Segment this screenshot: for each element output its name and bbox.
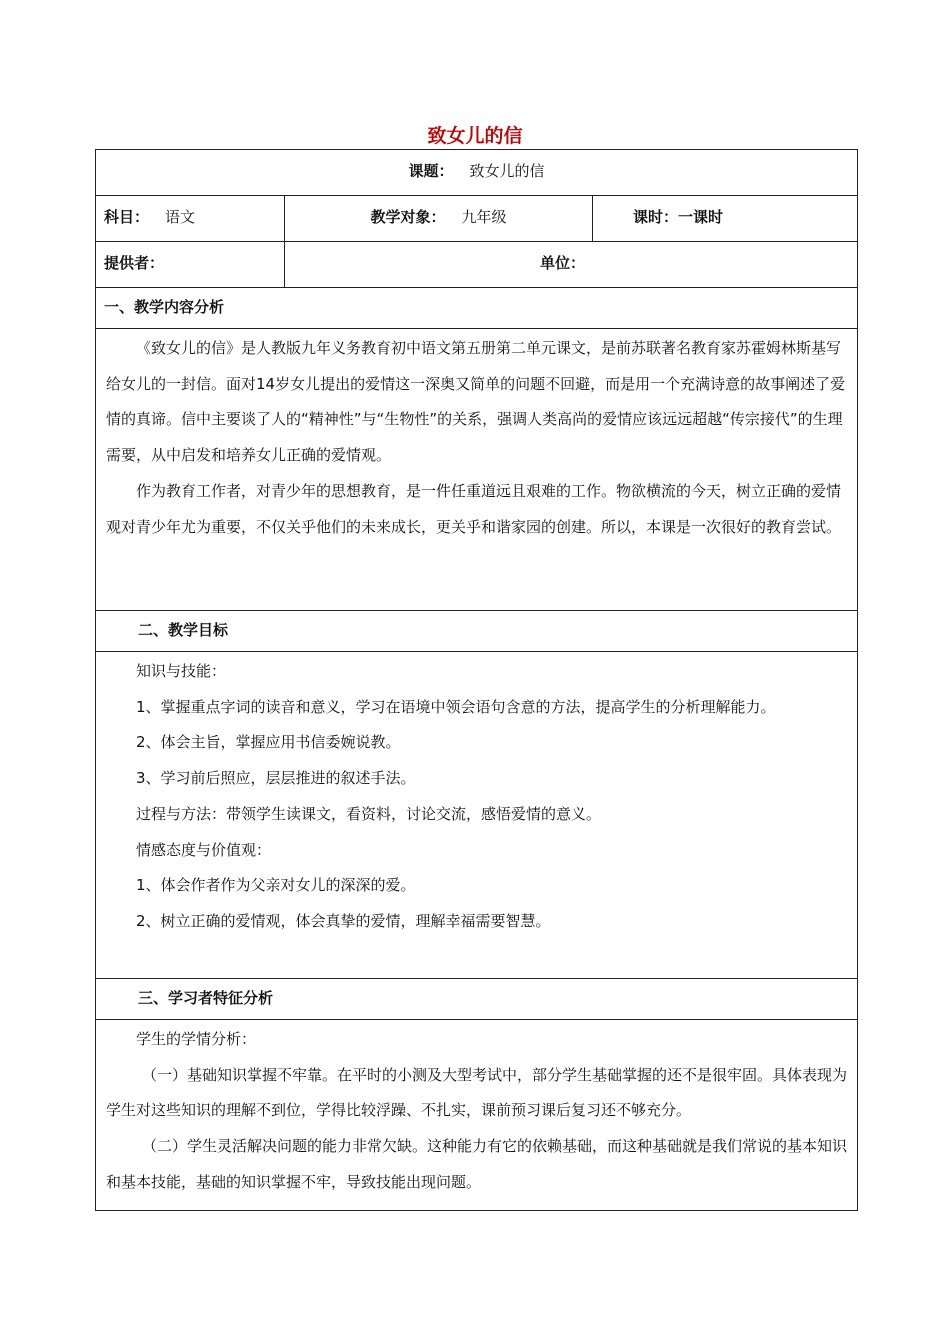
objective-item: 2、体会主旨，掌握应用书信委婉说教。 <box>136 733 401 752</box>
provider-label: 提供者： <box>104 254 165 272</box>
topic-value: 致女儿的信 <box>469 162 545 180</box>
provider-cell <box>96 242 285 288</box>
subject-label: 科目： <box>104 208 150 226</box>
learner-intro: 学生的学情分析： <box>136 1030 257 1048</box>
period-value: 一课时 <box>678 208 724 226</box>
section-2-body-row <box>96 652 858 979</box>
subject-value: 语文 <box>165 208 196 226</box>
unit-cell <box>285 242 858 288</box>
section-1-body <box>104 329 849 549</box>
learner-paragraph: （一）基础知识掌握不牢靠。在平时的小测及大型考试中，部分学生基础掌握的还不是很牢固。具体表现为学生对这些知识的理解不到位，学得比较浮躁、不扎实，课前预习课后复习还不够充分。 <box>106 1065 848 1120</box>
audience-cell <box>285 196 593 242</box>
provider-row <box>96 242 858 288</box>
objective-item: 1、掌握重点字词的读音和意义，学习在语境中领会语句含意的方法，提高学生的分析理解能力。 <box>136 697 776 716</box>
section-1-body-row <box>96 329 858 611</box>
objective-item: 2、树立正确的爱情观，体会真挚的爱情，理解幸福需要智慧。 <box>136 911 551 930</box>
section-3-body-row <box>96 1020 858 1211</box>
subject-cell <box>96 196 285 242</box>
period-cell <box>593 196 858 242</box>
topic-row <box>96 150 858 196</box>
section-2-heading: 二、教学目标 <box>138 621 229 639</box>
section-1-paragraph: 《致女儿的信》是人教版九年义务教育初中语文第五册第二单元课文，是前苏联著名教育家苏霍姆林斯基写给女儿的一封信。面对14岁女儿提出的爱情这一深奥又简单的问题不回避，而是用一个充满诗意的故事阐述了爱情的真谛。信中主要谈了人的“精神性”与“生物性”的关系，强调人类高尚的爱情应该远远超越“传宗接代”的生理需要，从中启发和培养女儿正确的爱情观。 <box>106 339 846 465</box>
audience-label: 教学对象： <box>370 208 446 226</box>
process-method: 过程与方法：带领学生读课文，看资料，讨论交流，感悟爱情的意义。 <box>136 804 602 823</box>
meta-row <box>96 196 858 242</box>
section-3-body <box>104 1020 849 1205</box>
lesson-plan-table <box>95 149 858 1211</box>
unit-label: 单位： <box>540 254 586 272</box>
section-3-heading-row <box>96 979 858 1020</box>
emotion-label: 情感态度与价值观： <box>136 840 272 859</box>
period-label: 课时： <box>633 208 679 226</box>
section-1-heading-row <box>96 288 858 329</box>
objective-item: 1、体会作者作为父亲对女儿的深深的爱。 <box>136 876 416 895</box>
section-2-heading-row <box>96 611 858 652</box>
section-1-heading: 一、教学内容分析 <box>104 298 225 316</box>
topic-cell <box>96 150 858 196</box>
section-1-paragraph: 作为教育工作者，对青少年的思想教育，是一件任重道远且艰难的工作。物欲横流的今天，树立正确的爱情观对青少年尤为重要，不仅关乎他们的未来成长，更关乎和谐家园的创建。所以，本课是一次很好的教育尝试。 <box>106 481 842 536</box>
learner-paragraph: （二）学生灵活解决问题的能力非常欠缺。这种能力有它的依赖基础，而这种基础就是我们常说的基本知识和基本技能，基础的知识掌握不牢，导致技能出现问题。 <box>106 1137 848 1191</box>
section-3-heading: 三、学习者特征分析 <box>138 989 274 1007</box>
audience-value: 九年级 <box>461 208 507 226</box>
topic-label: 课题： <box>408 162 454 180</box>
objective-item: 3、学习前后照应，层层推进的叙述手法。 <box>136 769 416 788</box>
knowledge-label: 知识与技能： <box>136 662 227 680</box>
section-2-body <box>104 652 849 944</box>
document-title: 致女儿的信 <box>427 125 523 147</box>
